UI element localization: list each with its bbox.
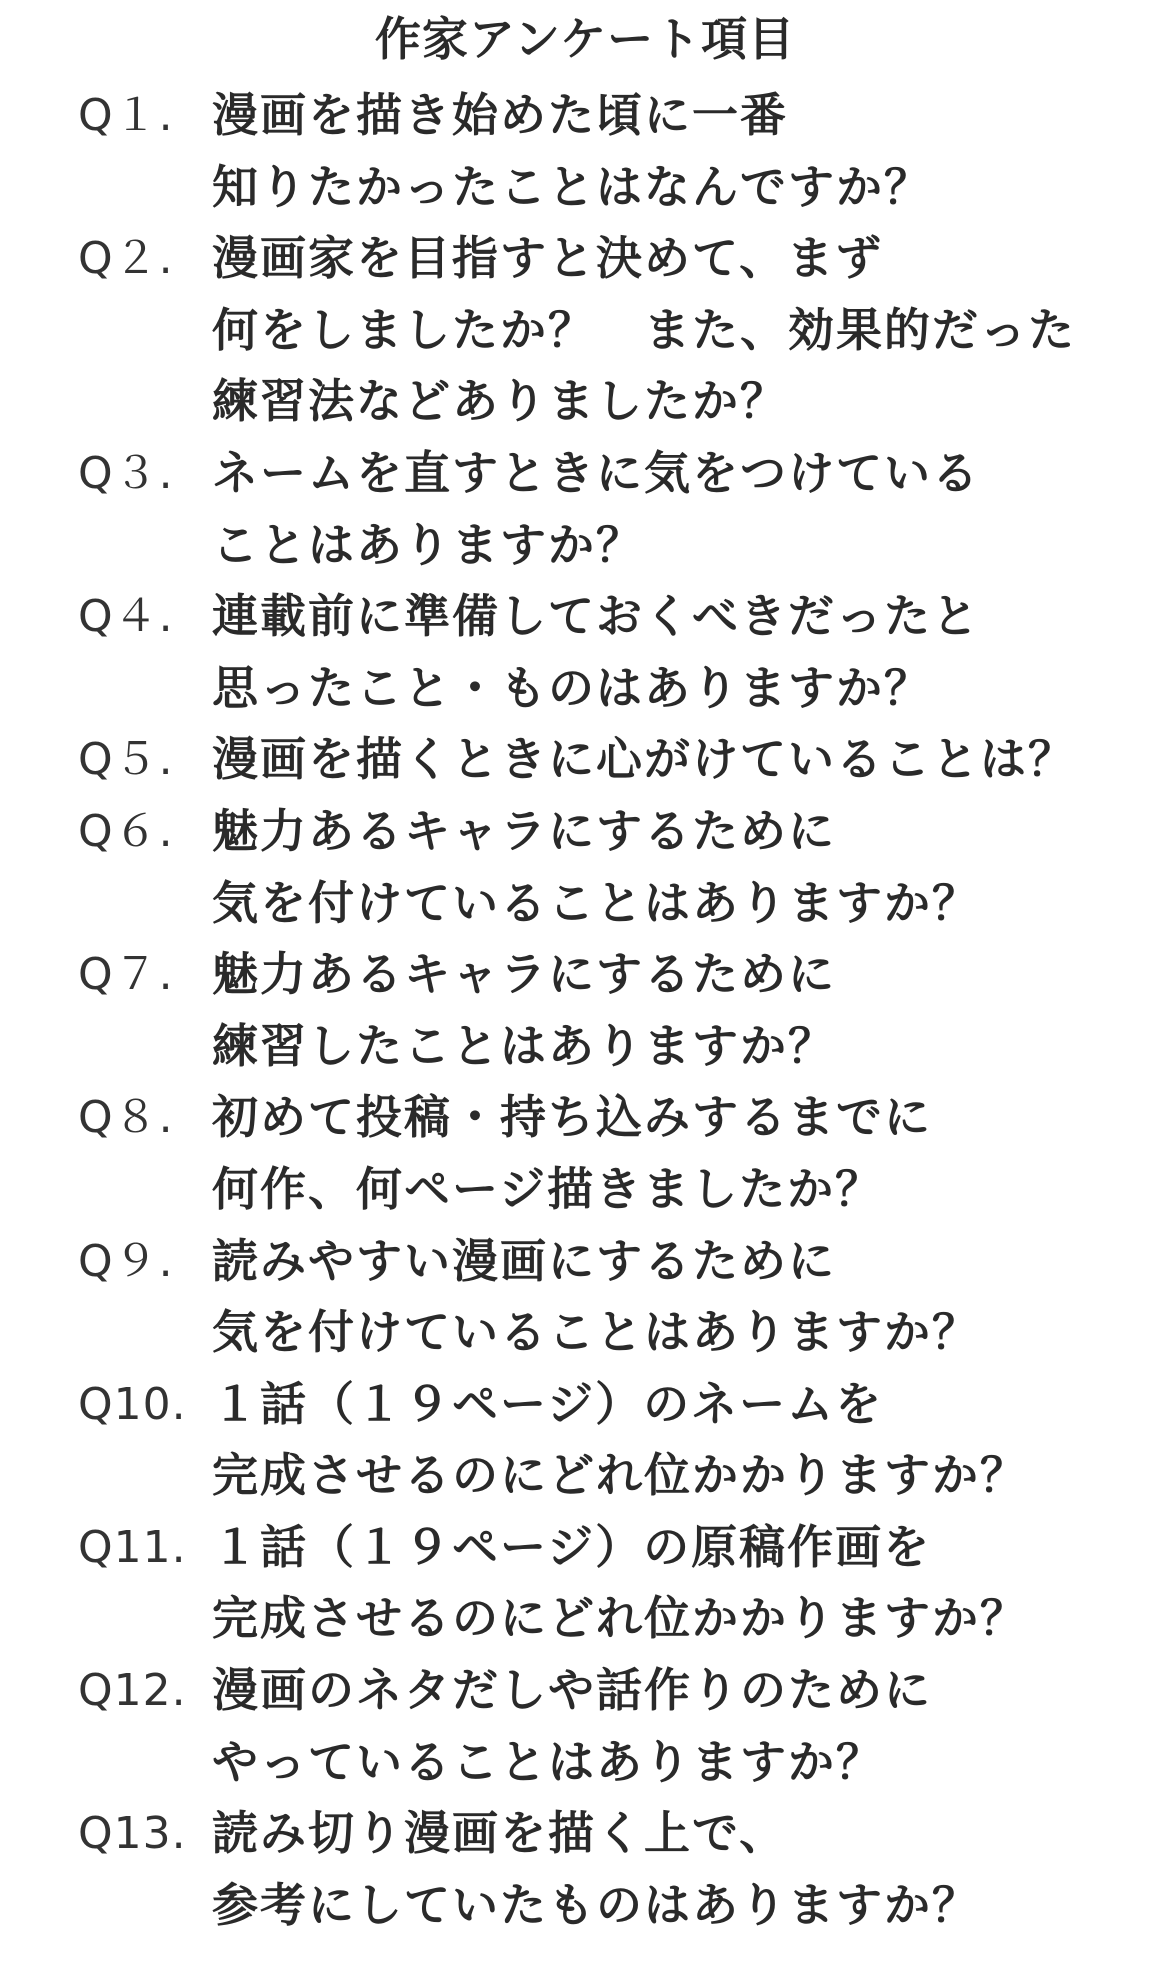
question-item: [78, 1369, 1138, 1512]
question-text-line: 読みやすい漫画にするために: [212, 1233, 836, 1288]
question-text-line: 漫画を描き始めた頃に一番: [212, 88, 788, 142]
question-text-line: ネームを直すときに気をつけている: [212, 445, 980, 500]
question-item: [78, 1512, 1138, 1655]
question-text-line: 完成させるのにどれ位かかりますか？: [212, 1591, 1028, 1646]
question-text-line: １話（１９ページ）の原稿作画を: [212, 1519, 932, 1574]
question-item: [78, 1226, 1138, 1369]
question-text-line: 魅力あるキャラにするために: [212, 947, 836, 1002]
question-text-line: 練習法などありましたか？: [212, 374, 788, 429]
question-list: [78, 80, 1138, 1941]
question-number: Q12.: [78, 1665, 187, 1717]
question-text-line: ことはありますか？: [212, 517, 644, 572]
question-text-line: 魅力あるキャラにするために: [212, 803, 836, 858]
question-text-line: １話（１９ページ）のネームを: [212, 1376, 884, 1431]
question-number: Q７.: [78, 949, 174, 1001]
question-number: Q３.: [78, 447, 174, 499]
question-text-line: 気を付けていることはありますか？: [212, 875, 980, 930]
question-text-line: 漫画を描くときに心がけていることは？: [212, 732, 1076, 787]
question-text-line: 読み切り漫画を描く上で、: [212, 1806, 788, 1861]
question-number: Q５.: [78, 734, 174, 786]
question-text-line: 完成させるのにどれ位かかりますか？: [212, 1448, 1028, 1503]
question-item: [78, 223, 1138, 438]
question-item: [78, 438, 1138, 581]
question-text-line: 参考にしていたものはありますか？: [212, 1877, 980, 1932]
question-number: Q９.: [78, 1235, 174, 1287]
question-text-line: やっていることはありますか？: [212, 1734, 884, 1789]
question-item: [78, 1655, 1138, 1798]
question-number: Q８.: [78, 1092, 174, 1144]
page-title: 作家アンケート項目: [374, 12, 796, 66]
question-item: [78, 796, 1138, 939]
question-number: Q４.: [78, 591, 174, 643]
question-text-line: 練習したことはありますか？: [212, 1018, 836, 1073]
question-text-line: 知りたかったことはなんですか？: [212, 159, 932, 214]
question-text-line: 漫画家を目指すと決めて、まず: [212, 231, 884, 286]
question-item: [78, 1082, 1138, 1225]
question-text-line: 何作、何ページ描きましたか？: [212, 1161, 884, 1216]
question-text-line: 思ったこと・ものはありますか？: [212, 660, 932, 715]
question-number: Q11.: [78, 1521, 187, 1573]
question-item: [78, 80, 1138, 223]
question-text-line: 気を付けていることはありますか？: [212, 1305, 980, 1360]
question-item: [78, 939, 1138, 1082]
question-text-line: 連載前に準備しておくべきだったと: [212, 589, 980, 644]
question-number: Q１.: [78, 90, 174, 141]
question-number: Q２.: [78, 233, 174, 285]
question-number: Q13.: [78, 1808, 187, 1860]
question-item: [78, 724, 1138, 796]
question-item: [78, 581, 1138, 724]
question-item: [78, 1798, 1138, 1941]
question-text-line: 漫画のネタだしや話作りのために: [212, 1663, 932, 1718]
question-number: Q６.: [78, 805, 174, 857]
question-text-line: 初めて投稿・持ち込みするまでに: [212, 1090, 932, 1145]
question-text-line: 何をしましたか？ また、効果的だった: [212, 302, 1076, 357]
question-number: Q10.: [78, 1378, 187, 1430]
